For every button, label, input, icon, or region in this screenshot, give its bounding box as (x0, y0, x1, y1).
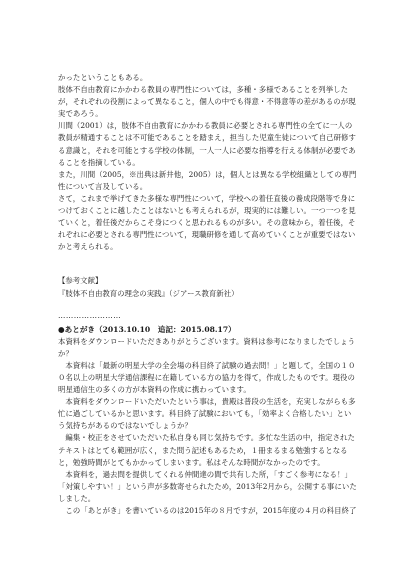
body-section (58, 72, 358, 253)
afterword-paragraph: 編集・校正をさせていただいた私自身も同じ気持ちです。多忙な生活の中，指定されたテキストはとても範囲が広く，また問う記述もあるため，１冊まるまる勉強するとなると，勉強時間がとてもかかってしまいます。私はそんな時間がなかったのです。 (58, 433, 355, 467)
afterword-dates: （2013.10.10 追記：2015.08.17） (95, 324, 236, 334)
afterword-paragraph: 本資料を，過去問を提供してくれる仲間達の間で共有した所，「すごく参考になる！」「対策しやすい！」という声が多数寄せられたため，2013年2月から，公開する事にいたしました。 (58, 469, 357, 503)
body-paragraph: 肢体不自由教育にかかわる教員の専門性については，多種・多様であることを列挙したが，それぞれの役割によって異なること，個人の中でも得意・不得意等の差があるのが現実であろう。 (58, 85, 356, 119)
references-title: 【参考文献】 (58, 276, 103, 286)
afterword-paragraph: 本資料をダウンロードいただいたという事は，貴殿は普段の生活を，充実しながらも多忙に過ごしているかと思います。科目終了試験においても，「効率よく合格したい」という気持ちがあるのではないでしょうか？ (58, 397, 356, 431)
body-paragraph: かったということもある。 (58, 73, 148, 82)
references-section (58, 275, 358, 299)
reference-item: 『肢体不自由教育の理念の実践』（ジアース教育新社） (58, 288, 239, 298)
afterword-heading (58, 324, 358, 336)
afterword-paragraph: 本資料は「最新の明星大学の全会場の科目終了試験の過去問！」と題して，全国の１００名以上の明星大学通信課程に在籍している方の協力を得て，作成したものです。現役の明星通信生の多くの方が本資料の作成に携わっています。 (58, 360, 356, 395)
afterword-section (58, 324, 358, 518)
separator-dots: …………………… (58, 310, 122, 320)
afterword-paragraph: 本資料をダウンロードいただきありがとうございます。資料は参考になりましたでしょうか？ (58, 336, 356, 358)
body-paragraph: 川間（2001）は，肢体不自由教育にかかわる教員に必要とされる専門性の全てに一人の教員が精通することは不可能であることを踏まえ，担当した児童生徒について自己研修する意識と，それを可能とする学校の体制，一人一人に必要な指導を行える体制が必要であることを指摘している。 (58, 121, 356, 167)
body-paragraph: さて，これまで挙げてきた多様な専門性について，学校への着任直後の養成段階等で身につけておくことに越したことはないとも考えられるが，現実的には難しい。一つ一つを見ていくと，着任後だからこそ身につくと思われるものが多い。その意味から，着任後，それぞれに必要とされる専門性について，現職研修を通して高めていくことが重要ではないかと考えられる。 (58, 193, 356, 252)
afterword-title: ●あとがき (58, 324, 96, 334)
body-paragraph: また，川間（2005，※出典は新井他，2005）は，個人とは異なる学校組織としての専門性について言及している。 (58, 169, 357, 191)
afterword-paragraph: この「あとがき」を書いているのは2015年の８月ですが，2015年度の４月の科目終了 (65, 506, 357, 515)
